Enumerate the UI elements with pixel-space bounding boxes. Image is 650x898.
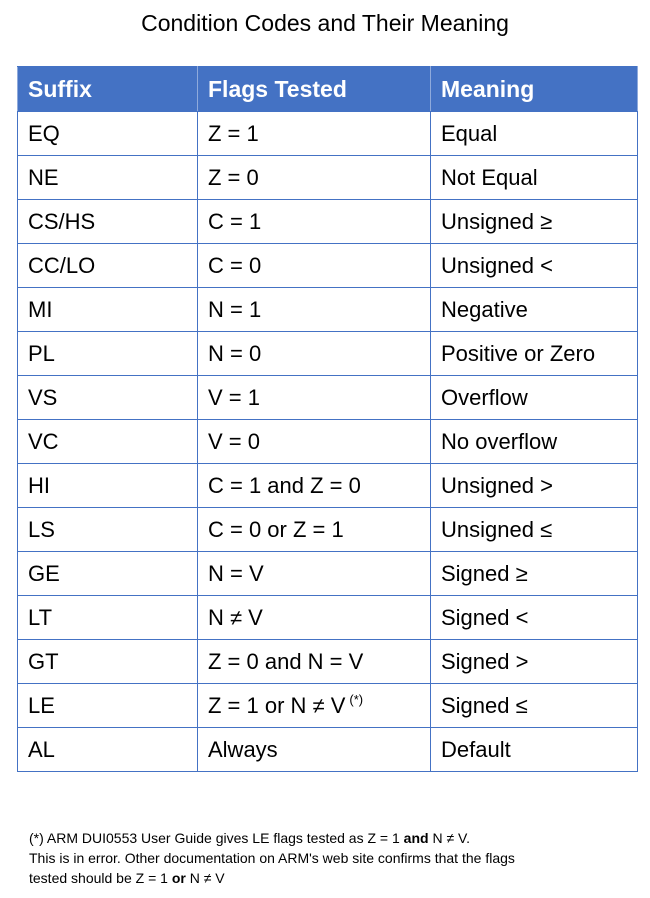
cell-meaning: Unsigned <	[431, 244, 638, 288]
table-row	[18, 156, 638, 200]
cell-meaning: Overflow	[431, 376, 638, 420]
cell-meaning: Signed <	[431, 596, 638, 640]
table-row	[18, 420, 638, 464]
header-suffix: Suffix	[18, 67, 198, 112]
footnote-line-1-suffix: N ≠ V.	[428, 830, 470, 846]
footnote-line-1	[29, 828, 629, 848]
cell-meaning: No overflow	[431, 420, 638, 464]
cell-suffix: AL	[18, 728, 198, 772]
cell-flags-text: Z = 1 or N ≠ V	[208, 692, 346, 718]
table-header	[18, 67, 638, 112]
table-row	[18, 464, 638, 508]
cell-suffix: EQ	[18, 112, 198, 156]
cell-meaning: Equal	[431, 112, 638, 156]
cell-suffix: MI	[18, 288, 198, 332]
cell-flags: C = 0 or Z = 1	[198, 508, 431, 552]
cell-suffix: LS	[18, 508, 198, 552]
table-header-row	[18, 67, 638, 112]
cell-suffix: GT	[18, 640, 198, 684]
cell-flags	[198, 684, 431, 728]
table-row	[18, 640, 638, 684]
table-row	[18, 596, 638, 640]
cell-flags: C = 1 and Z = 0	[198, 464, 431, 508]
cell-suffix: CC/LO	[18, 244, 198, 288]
table-row	[18, 684, 638, 728]
footnote-line-3-suffix: N ≠ V	[185, 870, 225, 886]
cell-meaning: Signed >	[431, 640, 638, 684]
cell-flags: V = 1	[198, 376, 431, 420]
cell-meaning: Unsigned ≤	[431, 508, 638, 552]
cell-flags: V = 0	[198, 420, 431, 464]
cell-flags: C = 0	[198, 244, 431, 288]
cell-meaning: Negative	[431, 288, 638, 332]
page-title: Condition Codes and Their Meaning	[141, 10, 509, 36]
table-row	[18, 288, 638, 332]
table-row	[18, 376, 638, 420]
cell-flags: N ≠ V	[198, 596, 431, 640]
cell-suffix: VS	[18, 376, 198, 420]
cell-meaning: Signed ≤	[431, 684, 638, 728]
cell-suffix: LE	[18, 684, 198, 728]
cell-flags: N = 1	[198, 288, 431, 332]
cell-suffix: HI	[18, 464, 198, 508]
cell-flags: Z = 0	[198, 156, 431, 200]
table-row	[18, 200, 638, 244]
cell-meaning: Unsigned >	[431, 464, 638, 508]
cell-suffix: VC	[18, 420, 198, 464]
table-row	[18, 332, 638, 376]
cell-flags: N = V	[198, 552, 431, 596]
table-row	[18, 728, 638, 772]
cell-flags: Z = 1	[198, 112, 431, 156]
header-flags-tested: Flags Tested	[198, 67, 431, 112]
table-row	[18, 508, 638, 552]
table-row	[18, 552, 638, 596]
condition-codes-table	[17, 66, 638, 772]
table-row	[18, 112, 638, 156]
footnote	[29, 828, 629, 888]
footnote-line-1-bold: and	[403, 830, 429, 846]
footnote-line-1-prefix: (*) ARM DUI0553 User Guide gives LE flags tested as Z = 1	[29, 830, 404, 846]
cell-suffix: PL	[18, 332, 198, 376]
table-row	[18, 244, 638, 288]
cell-suffix: NE	[18, 156, 198, 200]
cell-flags: Z = 0 and N = V	[198, 640, 431, 684]
table-body	[18, 112, 638, 772]
cell-meaning: Not Equal	[431, 156, 638, 200]
footnote-line-3-prefix: tested should be Z = 1	[29, 870, 172, 886]
footnote-line-2: This is in error. Other documentation on ARM's web site confirms that the flags	[29, 850, 515, 866]
cell-suffix: GE	[18, 552, 198, 596]
cell-suffix: LT	[18, 596, 198, 640]
footnote-line-3	[29, 868, 629, 888]
cell-meaning: Positive or Zero	[431, 332, 638, 376]
footnote-marker: (*)	[349, 691, 364, 707]
cell-meaning: Default	[431, 728, 638, 772]
header-meaning: Meaning	[431, 67, 638, 112]
footnote-line-3-bold: or	[171, 870, 186, 886]
cell-flags: Always	[198, 728, 431, 772]
cell-flags: N = 0	[198, 332, 431, 376]
cell-meaning: Unsigned ≥	[431, 200, 638, 244]
cell-meaning: Signed ≥	[431, 552, 638, 596]
cell-flags: C = 1	[198, 200, 431, 244]
cell-suffix: CS/HS	[18, 200, 198, 244]
